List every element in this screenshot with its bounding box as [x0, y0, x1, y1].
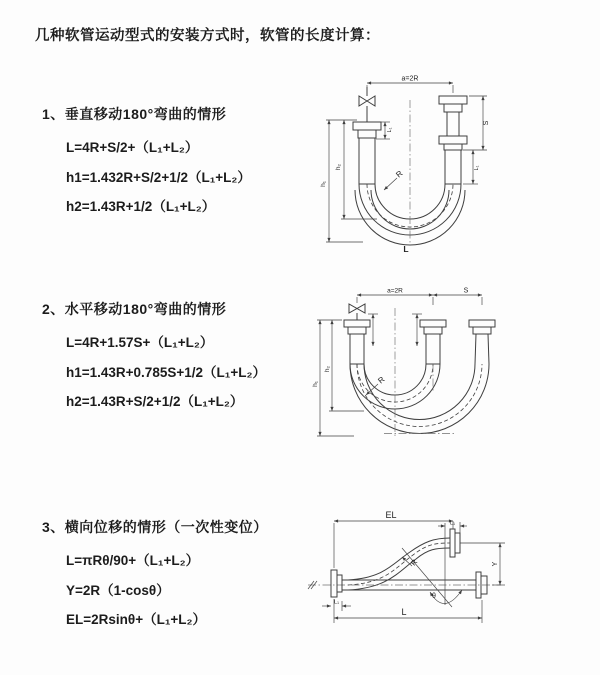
dim-label-r: R: [376, 374, 387, 386]
formula-y: Y=2R（1-cosθ）: [66, 582, 170, 598]
dim-label-l1-top: L₁: [450, 520, 455, 527]
dim-label-h2: h₂: [335, 163, 342, 171]
formula-length: L=4R+S/2+（L₁+L₂）: [66, 140, 199, 155]
diagram-horizontal-180-bend: [306, 284, 592, 454]
dim-label-s: S: [463, 287, 469, 295]
dim-label-a2r: a=2R: [387, 287, 403, 295]
dim-label-s: S: [483, 120, 490, 126]
dim-label-r: R: [408, 557, 420, 568]
dim-label-y: Y: [492, 561, 499, 567]
diagram-vertical-180-bend: [313, 72, 590, 254]
dim-label-h1: h₁: [312, 381, 319, 387]
dim-label-h1: h₁: [320, 181, 327, 187]
formula-h1: h1=1.43R+0.785S+1/2（L₁+L₂）: [66, 364, 266, 380]
diagram-3-drawing: [296, 502, 596, 647]
valve-icon: [359, 96, 375, 106]
diagram-2-drawing: [306, 284, 592, 454]
section-3-heading: 3、横向位移的情形（一次性变位）: [42, 519, 268, 535]
page-title: 几种软管运动型式的安装方式时，软管的长度计算：: [35, 28, 380, 44]
diagram-lateral-displacement: [296, 502, 596, 647]
dim-label-l: L: [401, 607, 407, 617]
dim-label-theta: θ: [432, 593, 436, 600]
dim-label-l: L: [403, 244, 409, 254]
dim-label-el: EL: [385, 510, 397, 520]
section-vertical-movement: [42, 104, 317, 222]
formula-length: L=4R+1.57S+（L₁+L₂）: [66, 335, 214, 350]
formula-h2: h2=1.43R+S/2+1/2（L₁+L₂）: [66, 394, 244, 409]
dim-label-h2: h₂: [324, 365, 331, 373]
formula-length: L=πRθ/90+（L₁+L₂）: [66, 553, 200, 568]
dim-label-l1-left: L₁: [387, 127, 393, 133]
diagram-1-drawing: [313, 72, 590, 254]
formula-h2: h2=1.43R+1/2（L₁+L₂）: [66, 199, 216, 214]
valve-icon: [349, 304, 365, 313]
dim-label-l1-bottom: L₁: [334, 599, 339, 606]
dim-label-r: R: [394, 168, 405, 180]
section-lateral-displacement: [42, 517, 317, 635]
dim-label-l1-right: L₁: [474, 165, 480, 171]
section-1-heading: 1、垂直移动180°弯曲的情形: [42, 106, 227, 122]
dim-label-a2r: a=2R: [401, 75, 419, 83]
formula-el: EL=2Rsinθ+（L₁+L₂）: [66, 612, 207, 627]
section-2-heading: 2、水平移动180°弯曲的情形: [42, 301, 227, 317]
formula-h1: h1=1.432R+S/2+1/2（L₁+L₂）: [66, 169, 251, 185]
section-horizontal-movement: [42, 299, 317, 417]
